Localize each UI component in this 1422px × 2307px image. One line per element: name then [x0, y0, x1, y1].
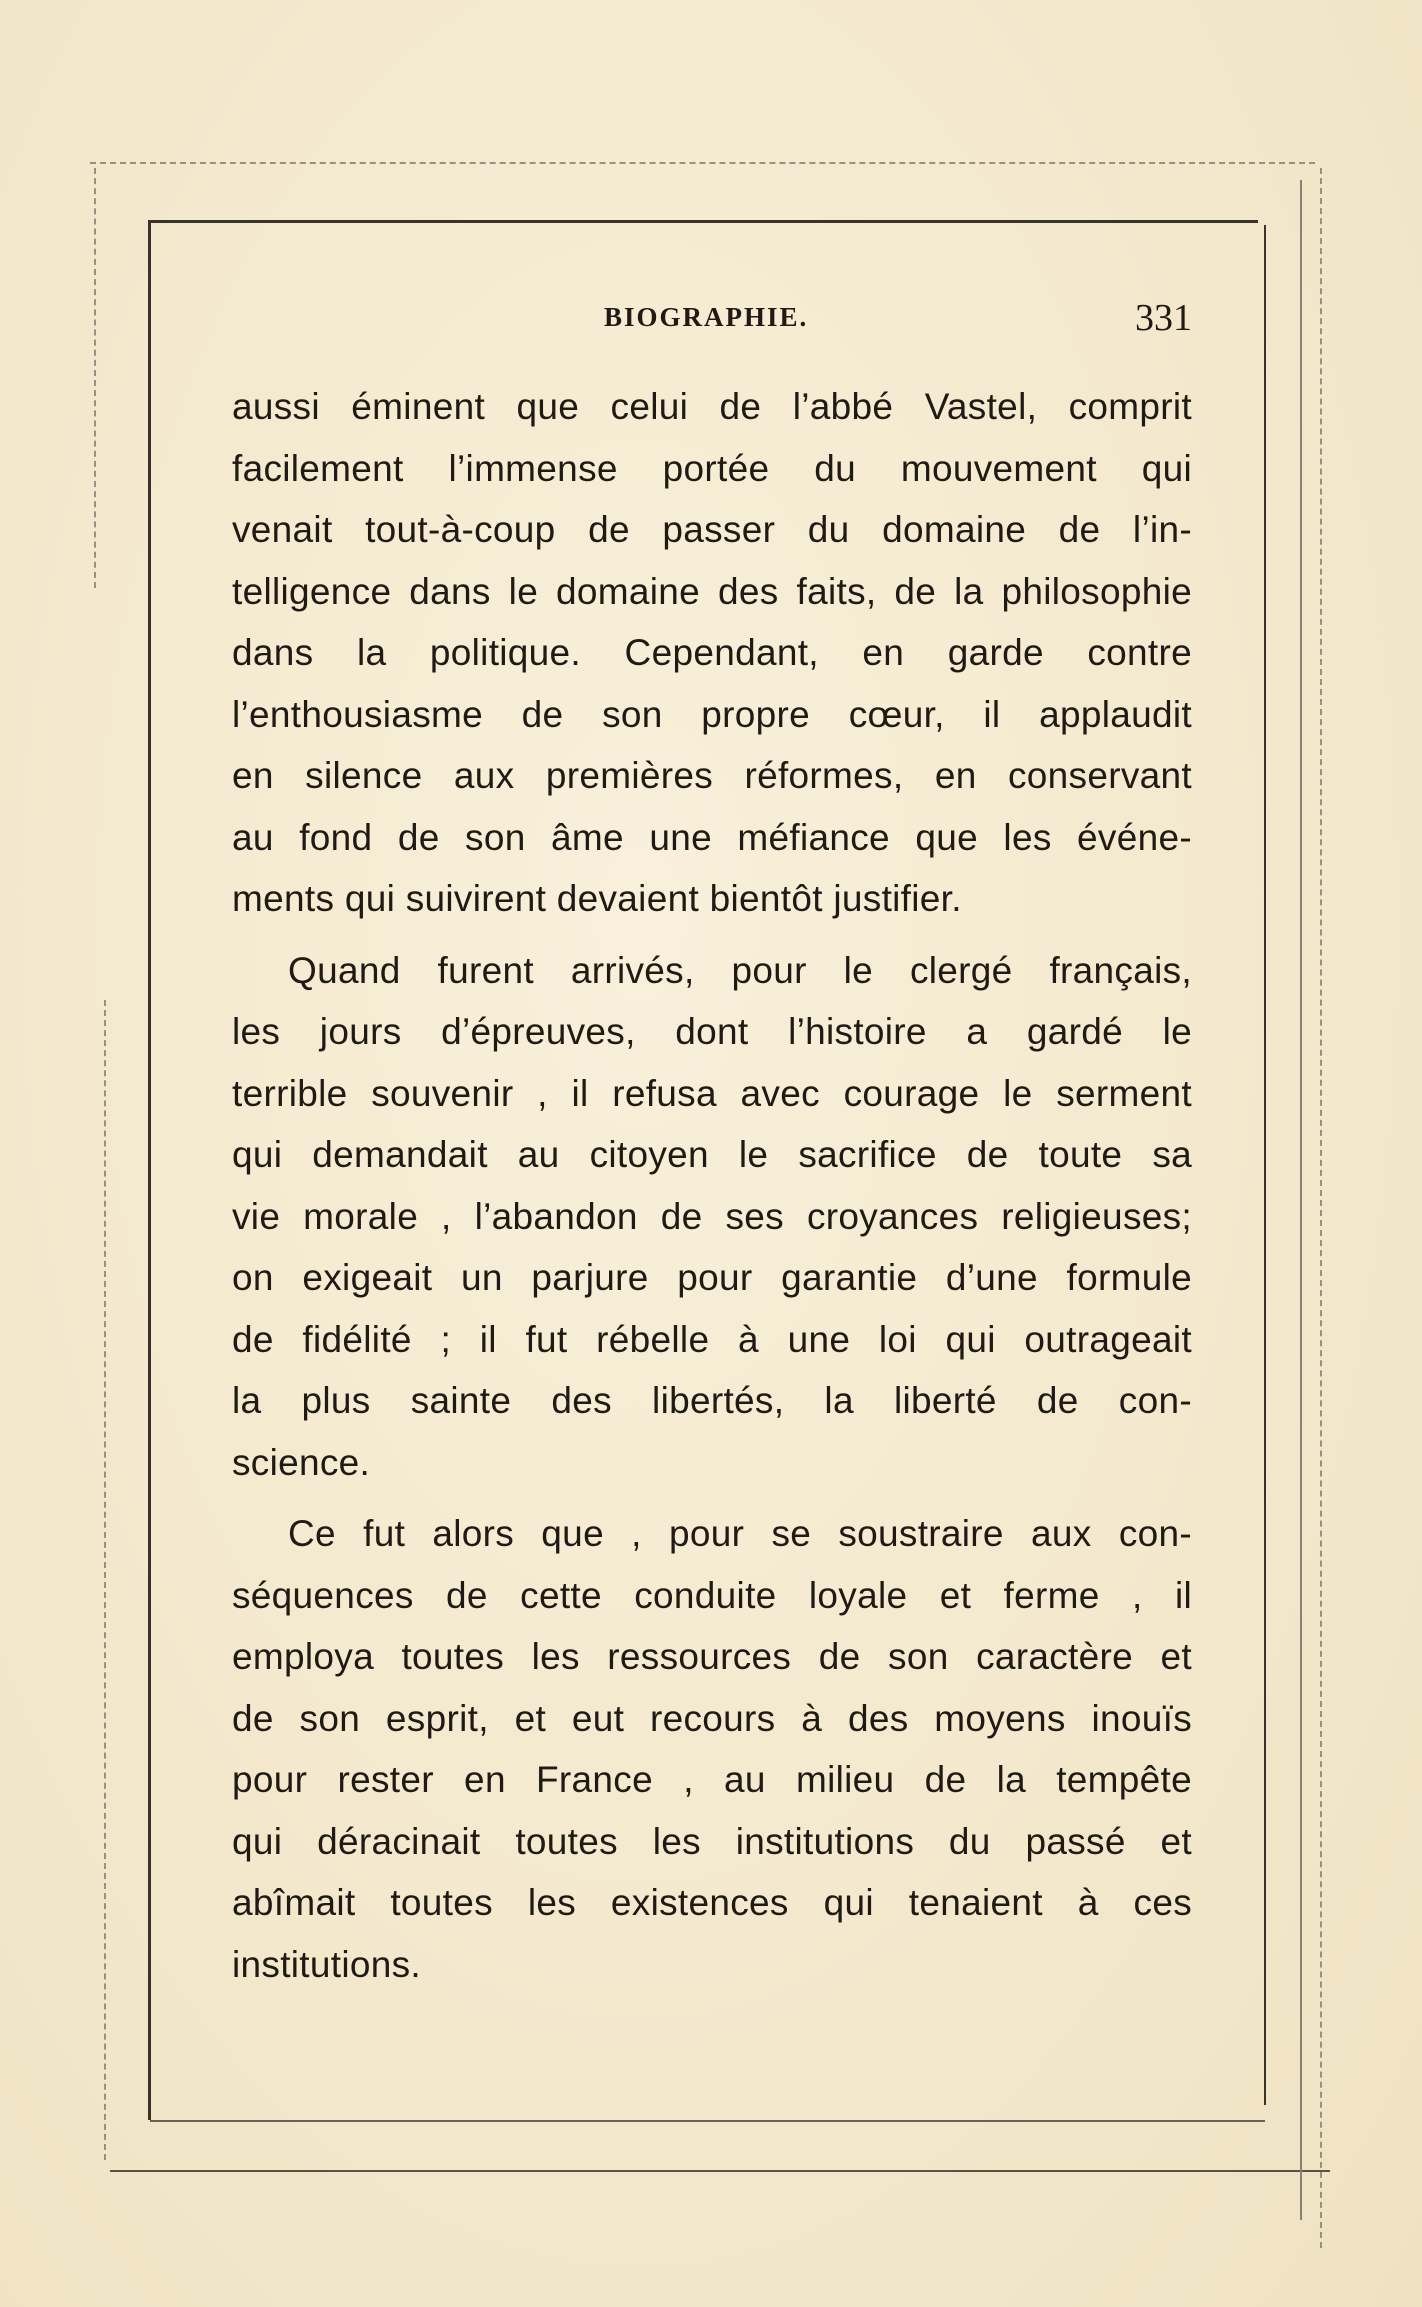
text-line: qui déracinait toutes les institutions du passé et — [232, 1820, 1192, 1862]
outer-top-dashed-rule — [90, 162, 1315, 164]
text-line: ments qui suivirent devaient bientôt justifier. — [232, 878, 962, 919]
frame-lower-rule — [110, 2170, 1330, 2172]
page-number: 331 — [1135, 297, 1192, 339]
text-line: aussi éminent que celui de l’abbé Vastel, comprit — [232, 386, 1192, 427]
text-line: telligence dans le domaine des faits, de la philosophie — [232, 570, 1192, 612]
text-line: la plus sainte des libertés, la liberté de con- — [232, 1380, 1192, 1421]
outer-right-dashed-rule — [1320, 168, 1322, 2248]
text-line: facilement l’immense portée du mouvement qui — [232, 447, 1192, 489]
text-line: de son esprit, et eut recours à des moyens inouïs — [232, 1697, 1192, 1739]
text-line: Quand furent arrivés, pour le clergé français, — [288, 949, 1192, 991]
text-line: terrible souvenir , il refusa avec courage le serment — [232, 1072, 1192, 1114]
frame-right-rule — [1264, 225, 1266, 2105]
text-line: au fond de son âme une méfiance que les événe- — [232, 816, 1192, 858]
outer-left-dashed-rule — [94, 168, 96, 588]
text-line: dans la politique. Cependant, en garde contre — [232, 632, 1192, 673]
paragraph — [232, 1503, 1192, 1995]
text-line: vie morale , l’abandon de ses croyances religieuses; — [232, 1195, 1192, 1237]
page-header — [232, 296, 1192, 346]
text-line: l’enthousiasme de son propre cœur, il applaudit — [232, 693, 1192, 735]
running-head: BIOGRAPHIE. — [604, 302, 809, 332]
frame-bottom-rule — [150, 2120, 1265, 2122]
paragraph — [232, 376, 1192, 930]
outer-left-lower-dashed-rule — [104, 1000, 106, 2160]
text-line: les jours d’épreuves, dont l’histoire a gardé le — [232, 1011, 1192, 1052]
text-line: qui demandait au citoyen le sacrifice de toute sa — [232, 1134, 1192, 1175]
paragraph — [232, 940, 1192, 1494]
text-line: Ce fut alors que , pour se soustraire aux con- — [288, 1513, 1192, 1554]
text-line: science. — [232, 1441, 371, 1483]
frame-left-rule — [148, 220, 151, 2120]
text-line: venait tout-à-coup de passer du domaine de l’in- — [232, 509, 1192, 550]
frame-top-rule — [148, 220, 1258, 223]
body-text — [232, 376, 1192, 2005]
frame-right-outer-rule — [1300, 180, 1302, 2220]
text-line: en silence aux premières réformes, en conservant — [232, 755, 1192, 796]
text-line: séquences de cette conduite loyale et ferme , il — [232, 1574, 1192, 1616]
text-line: institutions. — [232, 1943, 421, 1985]
text-line: de fidélité ; il fut rébelle à une loi qui outrageait — [232, 1318, 1192, 1360]
text-line: employa toutes les ressources de son caractère et — [232, 1636, 1192, 1677]
text-line: abîmait toutes les existences qui tenaient à ces — [232, 1882, 1192, 1923]
text-line: pour rester en France , au milieu de la tempête — [232, 1759, 1192, 1800]
text-line: on exigeait un parjure pour garantie d’une formule — [232, 1257, 1192, 1298]
